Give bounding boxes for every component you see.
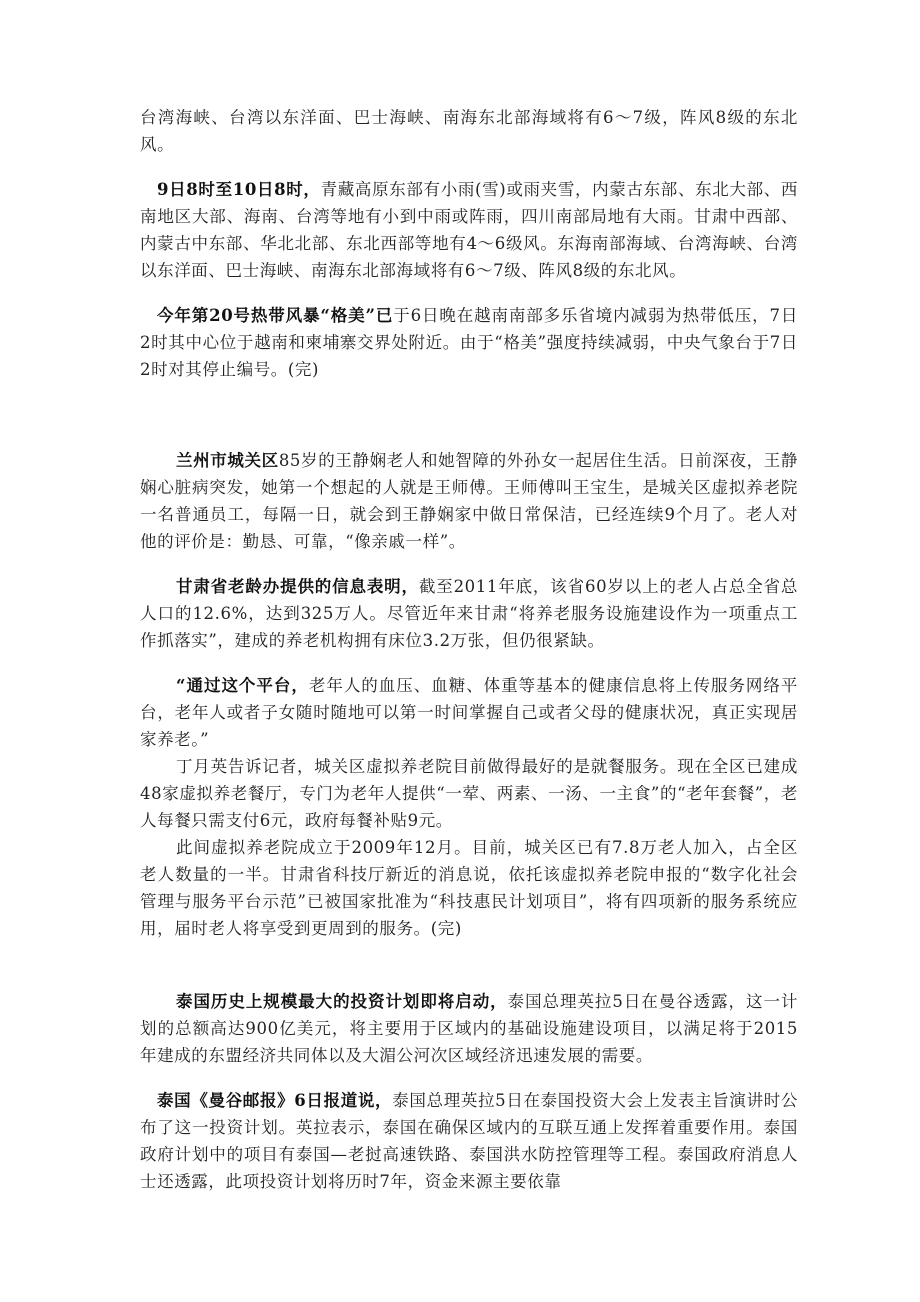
paragraph-lead: “通过这个平台， xyxy=(176,676,309,695)
paragraph-meal-service xyxy=(140,753,798,834)
paragraph-text: 老年人的血压、血糖、体重等基本的健康信息将上传服务网络平台，老年人或者子女随时随地可以第一时间掌握自己或者父母的健康状况，真正实现居家养老。” xyxy=(140,676,798,749)
paragraph-lead: 9日8时至10日8时， xyxy=(157,180,321,199)
paragraph-text: 泰国总理英拉5日在曼谷透露，这一计划的总额高达900亿美元，将主要用于区域内的基础设施建设项目，以满足将于2015年建成的东盟经济共同体以及大湄公河次区域经济迅速发展的需要。 xyxy=(140,992,799,1065)
paragraph-text: 丁月英告诉记者，城关区虚拟养老院目前做得最好的是就餐服务。现在全区已建成48家虚拟养老餐厅，专门为老年人提供“一荤、两素、一汤、一主食”的“老年套餐”，老人每餐只需支付6元，政府每餐补贴9元。 xyxy=(140,757,798,830)
paragraph-gansu-aging xyxy=(140,573,798,654)
paragraph-lead: 今年第20号热带风暴“格美”已 xyxy=(157,306,394,325)
paragraph-lanzhou-elder xyxy=(140,447,798,555)
paragraph-text: 泰国总理英拉5日在泰国投资大会上发表主旨演讲时公布了这一投资计划。英拉表示，泰国在确保区域内的互联互通上发挥着重要作用。泰国政府计划中的项目有泰国—老挝高速铁路、泰国洪水防控管理等工程。泰国政府消息人士还透露，此项投资计划将历时7年，资金来源主要依靠 xyxy=(140,1091,798,1191)
paragraph-text: 台湾海峡、台湾以东洋面、巴士海峡、南海东北部海域将有6～7级，阵风8级的东北风。 xyxy=(140,108,798,154)
paragraph-text: 此间虚拟养老院成立于2009年12月。目前，城关区已有7.8万老人加入，占全区老人数量的一半。甘肃省科技厅新近的消息说，依托该虚拟养老院申报的“数字化社会管理与服务平台示范”已被国家批准为“科技惠民计划项目”，将有四项新的服务系统应用，届时老人将享受到更周到的服务。(完) xyxy=(140,838,798,938)
paragraph-text: 青藏高原东部有小雨(雪)或雨夹雪，内蒙古东部、东北大部、西南地区大部、海南、台湾等地有小到中雨或阵雨，四川南部局地有大雨。甘肃中西部、内蒙古中东部、华北北部、东北西部等地有4～6级风。东海南部海域、台湾海峡、台湾以东洋面、巴士海峡、南海东北部海域将有6～7级、阵风8级的东北风。 xyxy=(140,180,798,280)
paragraph-text: 85岁的王静娴老人和她智障的外孙女一起居住生活。日前深夜，王静娴心脏病突发，她第一个想起的人就是王师傅。王师傅叫王宝生，是城关区虚拟养老院一名普通员工，每隔一日，就会到王静娴家中做日常保洁，已经连续9个月了。老人对他的评价是：勤恳、可靠，“像亲戚一样”。 xyxy=(140,451,798,551)
paragraph-lead: 兰州市城关区 xyxy=(176,451,279,470)
paragraph-platform-quote xyxy=(140,672,798,753)
paragraph-weather-9th xyxy=(140,176,798,284)
paragraph-lead: 泰国《曼谷邮报》6日报道说， xyxy=(157,1091,393,1110)
paragraph-virtual-home xyxy=(140,834,798,942)
paragraph-lead: 泰国历史上规模最大的投资计划即将启动， xyxy=(176,992,508,1011)
paragraph-text: 截至2011年底，该省60岁以上的老人占总全省总人口的12.6%，达到325万人。尽管近年来甘肃“将养老服务设施建设作为一项重点工作抓落实”，建成的养老机构拥有床位3.2万张，但仍很紧缺。 xyxy=(140,577,799,650)
paragraph-thailand-plan xyxy=(140,988,798,1069)
paragraph-bangkok-post xyxy=(140,1087,798,1195)
paragraph-tropical-storm xyxy=(140,302,798,383)
paragraph-wind-forecast xyxy=(140,104,798,158)
paragraph-text: 于6日晚在越南南部多乐省境内减弱为热带低压，7日2时其中心位于越南和柬埔寨交界处附近。由于“格美”强度持续减弱，中央气象台于7日2时对其停止编号。(完) xyxy=(140,306,798,379)
document-page xyxy=(140,104,798,1195)
paragraph-lead: 甘肃省老龄办提供的信息表明， xyxy=(176,577,419,596)
